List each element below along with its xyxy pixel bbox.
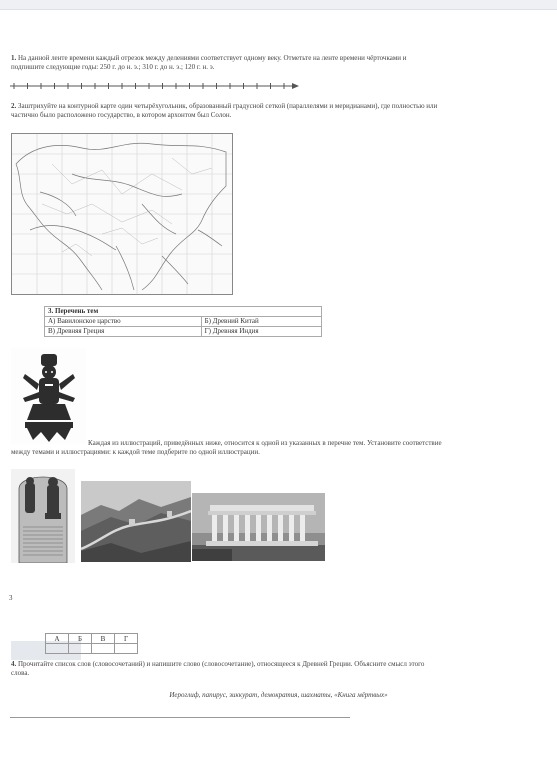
- image-number: 3: [9, 594, 13, 602]
- parthenon-illustration: [192, 493, 325, 561]
- theme-v: В) Древняя Греция: [45, 327, 202, 337]
- answer-header-b: Б: [69, 634, 92, 644]
- question-1-text-line1: На данной ленте времени каждый отрезок между делениями соответствует одному веку. Отметьте на ленте времени чёрточками и: [18, 54, 407, 62]
- question-1: [11, 54, 551, 72]
- answer-table[interactable]: [45, 633, 138, 654]
- question-4-text-line1: Прочитайте список слов (словосочетаний) и напишите слово (словосочетание), относящееся к Древней Греции. Объясните смысл этого: [18, 660, 425, 668]
- question-3-instruction-line2: между темами и иллюстрациями: к каждой теме подберите по одной иллюстрации.: [11, 448, 260, 456]
- answer-cell-v[interactable]: [92, 644, 115, 654]
- theme-g: Г) Древняя Индия: [201, 327, 321, 337]
- answer-cell-b[interactable]: [69, 644, 92, 654]
- answer-header-v: В: [92, 634, 115, 644]
- answer-line[interactable]: [10, 717, 350, 718]
- question-4: [11, 660, 551, 678]
- answer-cell-g[interactable]: [115, 644, 138, 654]
- question-1-text-line2: подпишите следующие годы: 250 г. до н. э.; 310 г. до н. э.; 120 г. н. э.: [11, 63, 215, 71]
- question-1-number: 1.: [11, 54, 17, 62]
- themes-table: [44, 306, 322, 337]
- deity-illustration: [11, 348, 86, 444]
- top-bar: [0, 0, 557, 10]
- word-list: Иероглиф, папирус, зиккурат, демократия, шахматы, «Книга мёртвых»: [169, 691, 388, 699]
- question-3-instruction: [11, 439, 551, 457]
- question-2-text-line2: частично было расположено государство, в котором архонтом был Солон.: [11, 111, 232, 119]
- stele-illustration: [11, 469, 75, 563]
- question-4-number: 4.: [11, 660, 17, 668]
- theme-b: Б) Древний Китай: [201, 317, 321, 327]
- timeline[interactable]: [10, 80, 300, 92]
- answer-header-g: Г: [115, 634, 138, 644]
- answer-header-a: А: [46, 634, 69, 644]
- answer-cell-a[interactable]: [46, 644, 69, 654]
- question-2-text-line1: Заштрихуйте на контурной карте один четырёхугольник, образованный градусной сеткой (параллелями и меридианами), где полностью или: [18, 102, 438, 110]
- question-2-number: 2.: [11, 102, 17, 110]
- question-2: [11, 102, 551, 120]
- theme-a: А) Вавилонское царство: [45, 317, 202, 327]
- question-3-instruction-line1: Каждая из иллюстраций, приведённых ниже, относится к одной из указанных в перечне тем. Установите соответствие: [88, 439, 442, 447]
- question-4-text-line2: слова.: [11, 669, 30, 677]
- contour-map[interactable]: [11, 133, 233, 295]
- great-wall-illustration: [81, 481, 191, 562]
- themes-title: 3. Перечень тем: [45, 307, 322, 317]
